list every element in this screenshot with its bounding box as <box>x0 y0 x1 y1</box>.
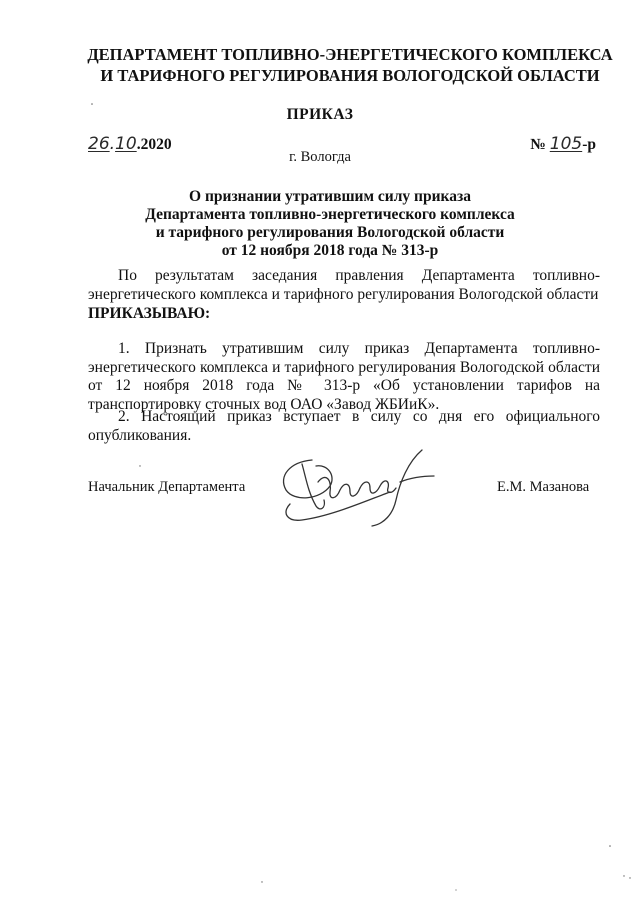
subject-line-1: О признании утратившим силу приказа <box>189 188 471 205</box>
subject-line-2: Департамента топливно-энергетического комплекса <box>145 206 515 223</box>
number-suffix: -р <box>582 136 596 153</box>
order-point-2: 2. Настоящий приказ вступает в силу со дня его официального опубликования. <box>88 408 600 444</box>
department-line-2: И ТАРИФНОГО РЕГУЛИРОВАНИЯ ВОЛОГОДСКОЙ ОБЛАСТИ <box>100 66 600 85</box>
department-line-1: ДЕПАРТАМЕНТ ТОПЛИВНО-ЭНЕРГЕТИЧЕСКОГО КОМПЛЕКСА <box>87 45 613 64</box>
signer-role: Начальник Департамента <box>88 479 246 495</box>
order-point-1: 1. Признать утратившим силу приказ Департамента топливно-энергетического комплекса и тарифного регулирования Вологодской области от 12 ноября 2018 года № 313-р «Об установлении тарифов на транспортировку сточных вод ОАО «Завод ЖБИиК». <box>88 340 600 413</box>
orders-keyword: ПРИКАЗЫВАЮ: <box>88 305 211 322</box>
date-day-handwritten: 26 <box>88 134 110 154</box>
number-sign: № <box>530 136 546 153</box>
number-handwritten: 105 <box>549 134 583 154</box>
subject-line-3: и тарифного регулирования Вологодской области <box>155 224 505 241</box>
document-type-title: ПРИКАЗ <box>286 106 354 123</box>
signer-name: Е.М. Мазанова <box>497 479 590 495</box>
preamble-paragraph: По результатам заседания правления Департамента топливно-энергетического комплекса и тарифного регулирования Вологодской области <box>88 267 600 303</box>
date-month-handwritten: 10 <box>115 134 137 154</box>
date-year: .2020 <box>136 136 172 153</box>
subject-line-4: от 12 ноября 2018 года № 313-р <box>221 242 439 259</box>
city-line: г. Вологда <box>289 149 351 165</box>
date-dot: . <box>109 134 116 154</box>
